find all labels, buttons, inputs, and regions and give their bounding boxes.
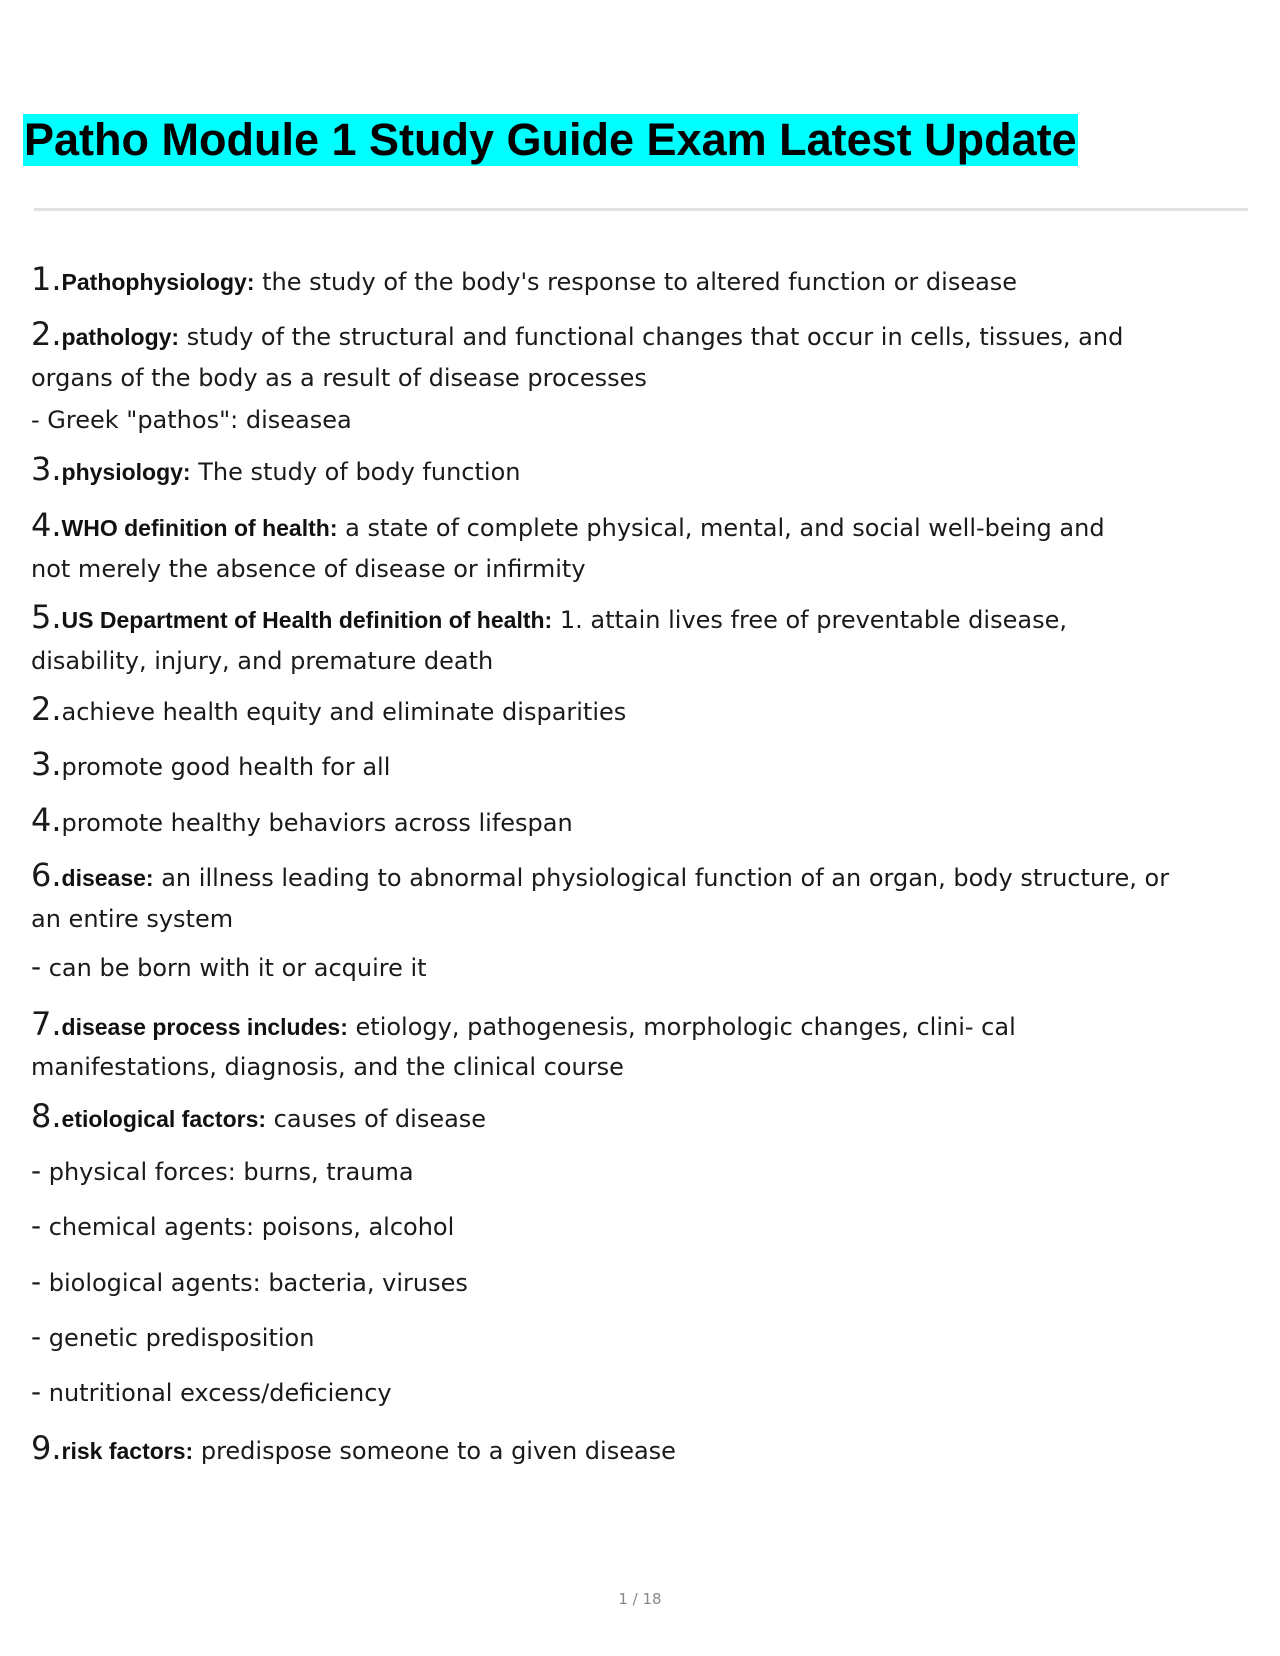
item-text: manifestations, diagnosis, and the clinical course — [31, 1053, 624, 1081]
item-number: 4. — [31, 801, 62, 839]
list-item — [31, 256, 1017, 302]
item-text: promote healthy behaviors across lifespan — [61, 809, 573, 837]
list-item-continuation — [31, 896, 233, 942]
item-number: 9. — [31, 1429, 62, 1467]
item-text: achieve health equity and eliminate disparities — [61, 698, 627, 726]
list-item — [31, 686, 626, 732]
item-term: disease: — [61, 865, 154, 891]
list-item-continuation — [31, 1044, 624, 1090]
list-item — [31, 852, 1169, 898]
item-term: disease process includes: — [61, 1014, 348, 1040]
list-item-continuation — [31, 638, 493, 684]
list-item — [31, 502, 1105, 548]
list-item — [31, 1001, 1016, 1047]
list-item — [31, 446, 520, 492]
item-text: biological agents: bacteria, viruses — [41, 1269, 468, 1297]
list-item-bullet — [31, 1259, 468, 1305]
item-number: 3. — [31, 745, 62, 783]
item-term: risk factors: — [61, 1438, 194, 1464]
list-item — [31, 797, 573, 843]
bullet-dash: - — [31, 1265, 42, 1298]
bullet-dash: - — [31, 1320, 42, 1353]
list-item-bullet — [31, 1203, 454, 1249]
item-text: not merely the absence of disease or infirmity — [31, 555, 586, 583]
item-number: 1. — [31, 260, 62, 298]
item-number: 3. — [31, 450, 62, 488]
item-text: can be born with it or acquire it — [41, 954, 427, 982]
list-item-continuation — [31, 355, 647, 401]
list-item — [31, 594, 1067, 640]
bullet-dash: - — [31, 1209, 42, 1242]
item-text: physical forces: burns, trauma — [41, 1158, 414, 1186]
item-text: a state of complete physical, mental, and social well-being and — [337, 514, 1105, 542]
document-title: Patho Module 1 Study Guide Exam Latest Update — [24, 114, 1077, 165]
item-term: physiology: — [61, 459, 191, 485]
item-text: genetic predisposition — [41, 1324, 315, 1352]
item-number: 7. — [31, 1005, 62, 1043]
bullet-dash: - — [31, 1154, 42, 1187]
list-item — [31, 741, 390, 787]
item-number: 6. — [31, 856, 62, 894]
list-item — [31, 1425, 676, 1471]
item-text: organs of the body as a result of disease processes — [31, 364, 647, 392]
list-item — [31, 311, 1123, 357]
bullet-dash: - — [31, 950, 42, 983]
item-number: 2. — [31, 690, 62, 728]
bullet-dash: - — [31, 1375, 42, 1408]
item-text: promote good health for all — [61, 753, 391, 781]
item-text: 1. attain lives free of preventable disease, — [552, 606, 1067, 634]
item-text: an entire system — [31, 905, 234, 933]
list-item-bullet — [31, 1369, 392, 1415]
item-text: study of the structural and functional changes that occur in cells, tissues, and — [179, 323, 1124, 351]
item-text: disability, injury, and premature death — [31, 647, 494, 675]
list-item-bullet — [31, 1314, 314, 1360]
item-text: the study of the body's response to altered function or disease — [254, 268, 1018, 296]
item-text: predispose someone to a given disease — [193, 1437, 676, 1465]
list-item — [31, 1093, 486, 1139]
item-text: chemical agents: poisons, alcohol — [41, 1213, 455, 1241]
item-text: causes of disease — [266, 1105, 487, 1133]
list-item-continuation — [31, 546, 586, 592]
page-indicator: 1 / 18 — [618, 1590, 662, 1608]
item-term: US Department of Health definition of health: — [61, 607, 553, 633]
item-text: an illness leading to abnormal physiological function of an organ, body structure, or — [153, 864, 1170, 892]
item-text: etiology, pathogenesis, morphologic changes, clini- cal — [347, 1013, 1016, 1041]
item-text: The study of body function — [190, 458, 521, 486]
title-divider — [34, 208, 1248, 211]
item-term: Pathophysiology: — [61, 269, 255, 295]
list-item-bullet — [31, 1148, 414, 1194]
list-item-bullet — [31, 944, 427, 990]
item-term: WHO definition of health: — [61, 515, 338, 541]
item-term: etiological factors: — [61, 1106, 267, 1132]
item-number: 4. — [31, 506, 62, 544]
item-number: 2. — [31, 315, 62, 353]
list-item-note — [31, 397, 352, 443]
item-text: - Greek "pathos": diseasea — [31, 406, 352, 434]
item-text: nutritional excess/deficiency — [41, 1379, 392, 1407]
item-number: 5. — [31, 598, 62, 636]
item-term: pathology: — [61, 324, 180, 350]
item-number: 8. — [31, 1097, 62, 1135]
